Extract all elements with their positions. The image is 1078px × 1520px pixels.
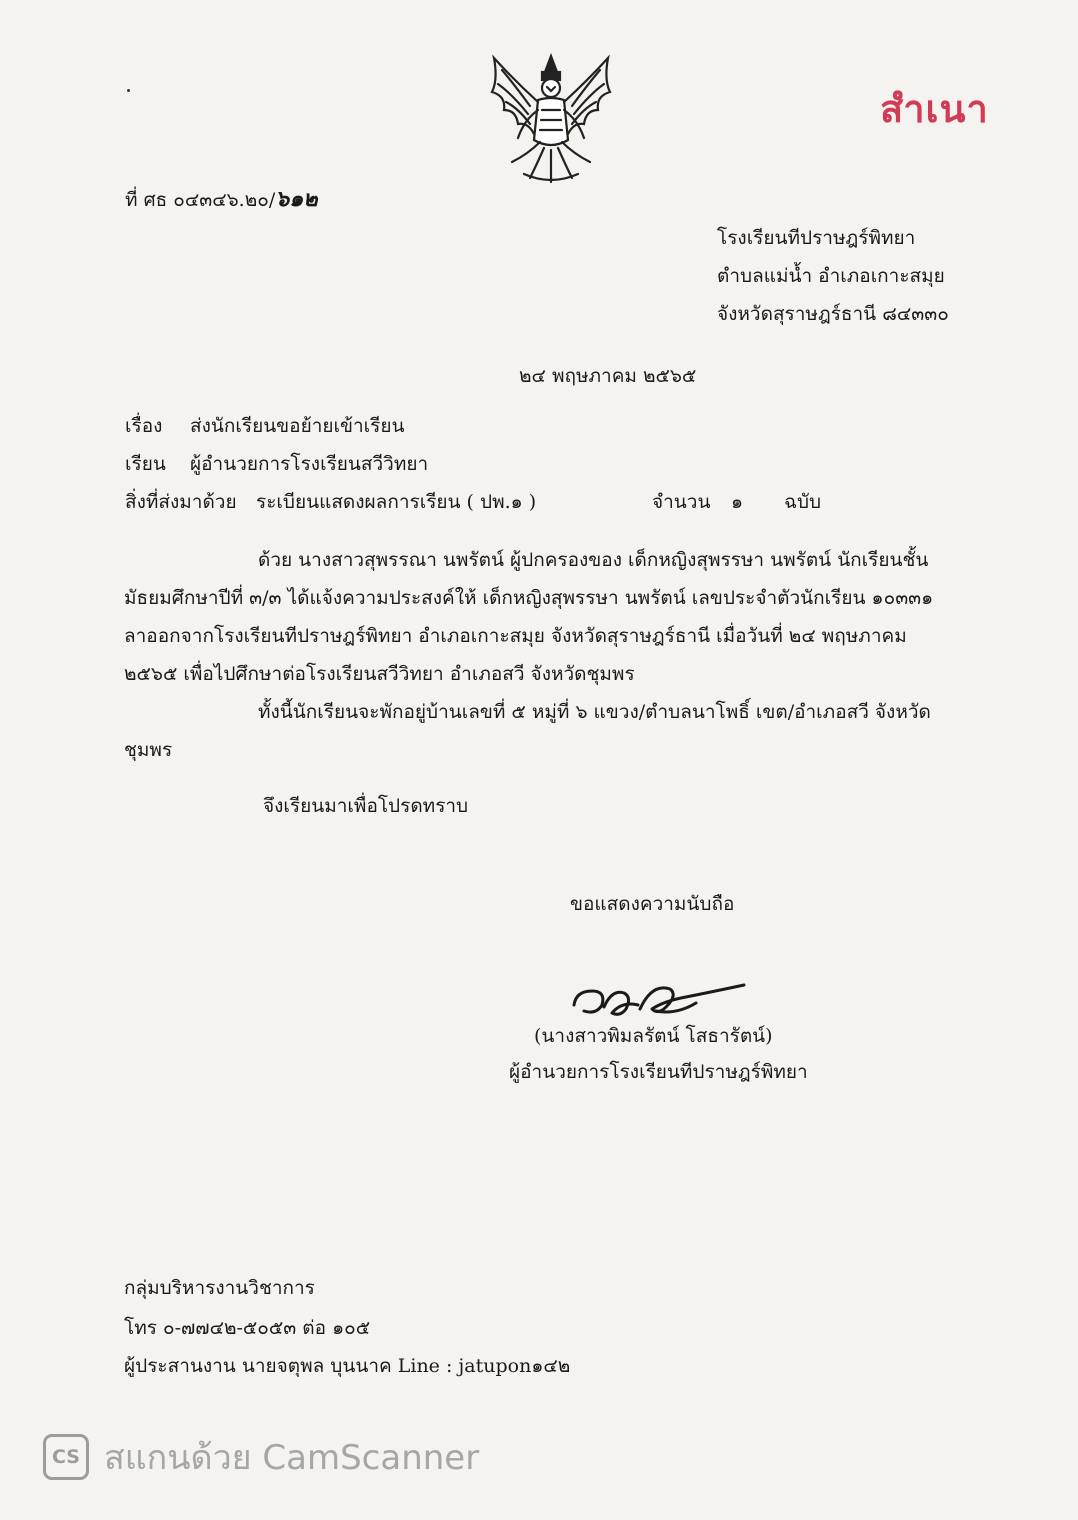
body-paragraph1-line3: ลาออกจากโรงเรียนทีปราษฎร์พิทยา อำเภอเกาะสมุย จังหวัดสุราษฎร์ธานี เมื่อวันที่ ๒๔ พฤษภาคม [124, 625, 907, 647]
subject-value: ส่งนักเรียนขอย้ายเข้าเรียน [190, 415, 405, 437]
enclosure-unit: ฉบับ [784, 491, 822, 513]
enclosure-qty: ๑ [731, 491, 744, 513]
body-paragraph2-line2: ชุมพร [124, 739, 173, 761]
thai-garuda-emblem-icon [484, 50, 618, 186]
enclosure-qty-label: จำนวน [652, 491, 711, 513]
body-paragraph1-line4: ๒๕๖๕ เพื่อไปศึกษาต่อโรงเรียนสวีวิทยา อำเภอสวี จังหวัดชุมพร [124, 663, 635, 685]
signatory-position: ผู้อำนวยการโรงเรียนทีปราษฎร์พิทยา [509, 1061, 808, 1083]
signatory-name: (นางสาวพิมลรัตน์ โสธารัตน์) [534, 1025, 773, 1047]
camscanner-watermark: สแกนด้วย CamScanner [104, 1438, 480, 1478]
enclosure-value: ระเบียนแสดงผลการเรียน ( ปพ.๑ ) [256, 491, 537, 513]
document-number-prefix: ที่ [125, 189, 138, 211]
document-number [125, 188, 318, 212]
document-number-handwritten: ๖๑๒ [275, 187, 318, 212]
subject-label: เรื่อง [125, 415, 163, 437]
body-paragraph1-line1: ด้วย นางสาวสุพรรณา นพรัตน์ ผู้ปกครองของ เด็กหญิงสุพรรษา นพรัตน์ นักเรียนชั้น [258, 549, 929, 571]
sender-address-line3: จังหวัดสุราษฎร์ธานี ๘๔๓๓๐ [717, 303, 949, 325]
copy-stamp: สำเนา [880, 87, 989, 131]
recipient-value: ผู้อำนวยการโรงเรียนสวีวิทยา [190, 453, 429, 475]
body-paragraph2-line1: ทั้งนี้นักเรียนจะพักอยู่บ้านเลขที่ ๕ หมู่ที่ ๖ แขวง/ตำบลนาโพธิ์ เขต/อำเภอสวี จังหวัด [258, 701, 931, 723]
footer-phone: โทร ๐-๗๗๔๒-๕๐๕๓ ต่อ ๑๐๕ [124, 1317, 371, 1339]
enclosure-label: สิ่งที่ส่งมาด้วย [125, 491, 237, 513]
handwritten-signature-icon [566, 975, 750, 1025]
footer-department: กลุ่มบริหารงานวิชาการ [124, 1277, 315, 1299]
camscanner-logo-icon: CS [43, 1434, 89, 1480]
body-paragraph1-line2: มัธยมศึกษาปีที่ ๓/๓ ได้แจ้งความประสงค์ให้ เด็กหญิงสุพรรษา นพรัตน์ เลขประจำตัวนักเรียน ๑๐๓๓๑ [124, 587, 934, 609]
document-number-code: ศธ ๐๔๓๔๖.๒๐/ [143, 189, 276, 211]
regards: ขอแสดงความนับถือ [570, 893, 735, 915]
footer-coordinator: ผู้ประสานงาน นายจตุพล บุนนาค Line : jatupon๑๔๒ [124, 1355, 571, 1377]
speck [127, 89, 130, 92]
recipient-label: เรียน [125, 453, 166, 475]
letter-date: ๒๔ พฤษภาคม ๒๕๖๕ [519, 365, 697, 387]
sender-address-line1: โรงเรียนทีปราษฎร์พิทยา [717, 227, 916, 249]
sender-address-line2: ตำบลแม่น้ำ อำเภอเกาะสมุย [717, 265, 945, 287]
closing-sentence: จึงเรียนมาเพื่อโปรดทราบ [263, 795, 469, 817]
